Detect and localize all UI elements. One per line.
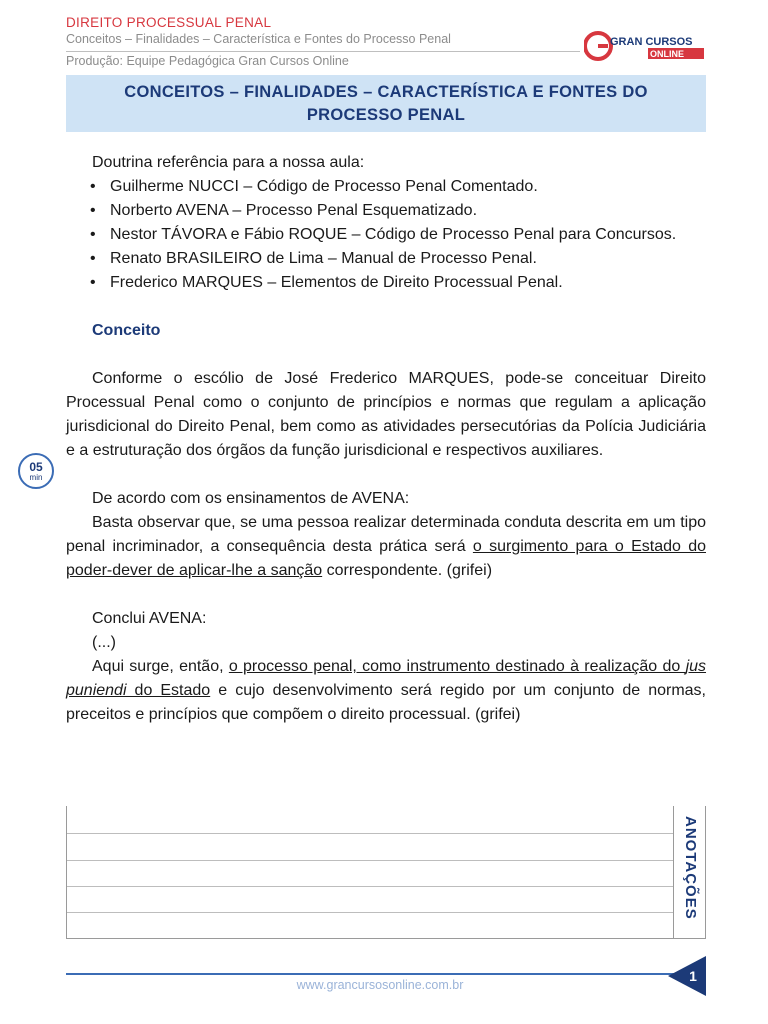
header-subject: DIREITO PROCESSUAL PENAL — [66, 15, 272, 30]
page-number-badge — [668, 956, 706, 996]
header-divider — [66, 51, 580, 52]
svg-text:GRAN CURSOS: GRAN CURSOS — [610, 36, 693, 48]
gran-cursos-logo — [584, 30, 708, 62]
conclui-avena: Conclui AVENA: — [92, 610, 207, 627]
notes-writing-area — [67, 806, 674, 938]
paragraph-marques: Conforme o escólio de José Frederico MARQUES, pode-se conceituar Direito Processual Penal como o conjunto de princípios e normas que regulam a aplicação jurisdicional do Direito Penal, bem como as atividades persecutórias da Polícia Judiciária e a estruturação dos órgãos da função jurisdicional e respectivos auxiliares. — [66, 370, 706, 459]
avena-intro: De acordo com os ensinamentos de AVENA: — [92, 490, 410, 507]
list-item: • Frederico MARQUES – Elementos de Direito Processual Penal. — [90, 274, 563, 291]
avena-final-quote: Aqui surge, então, o processo penal, como instrumento destinado à realização do jus puniendi do Estado e cujo desenvolvimento será regido por um conjunto de normas, preceitos e princípios que compõem o direito processual. (grifei) — [66, 658, 707, 723]
list-item: • Nestor TÁVORA e Fábio ROQUE – Código de Processo Penal para Concursos. — [90, 226, 677, 243]
time-marker-number: 05 — [29, 460, 43, 474]
time-marker-unit: min — [29, 473, 43, 482]
list-item: • Norberto AVENA – Processo Penal Esquematizado. — [90, 202, 478, 219]
doctrine-intro: Doutrina referência para a nossa aula: — [92, 154, 365, 171]
footer-url: www.grancursosonline.com.br — [296, 978, 464, 992]
list-item: • Renato BRASILEIRO de Lima – Manual de Processo Penal. — [90, 250, 537, 267]
title-band — [66, 75, 706, 132]
header-topic: Conceitos – Finalidades – Característica e Fontes do Processo Penal — [66, 32, 451, 46]
header-production: Produção: Equipe Pedagógica Gran Cursos Online — [66, 54, 349, 68]
page-title: CONCEITOS – FINALIDADES – CARACTERÍSTICA E FONTES DO PROCESSO PENAL — [124, 82, 648, 124]
notes-label: ANOTAÇÕES — [682, 816, 699, 920]
svg-text:ONLINE: ONLINE — [650, 49, 685, 59]
page-header — [66, 14, 586, 48]
footer-divider — [66, 973, 674, 975]
doctrine-list — [66, 175, 706, 295]
avena-quote: Basta observar que, se uma pessoa realizar determinada conduta descrita em um tipo penal incriminador, a consequência desta prática será o surgimento para o Estado do poder-dever de aplicar-lhe a sanção correspondente. (grifei) — [66, 514, 706, 579]
ellipsis: (...) — [92, 634, 116, 651]
time-marker-badge — [18, 453, 54, 489]
svg-text:1: 1 — [689, 968, 697, 984]
main-content — [66, 151, 706, 727]
notes-box — [66, 806, 706, 939]
section-heading-conceito: Conceito — [92, 322, 161, 339]
list-item: • Guilherme NUCCI – Código de Processo Penal Comentado. — [90, 178, 538, 195]
